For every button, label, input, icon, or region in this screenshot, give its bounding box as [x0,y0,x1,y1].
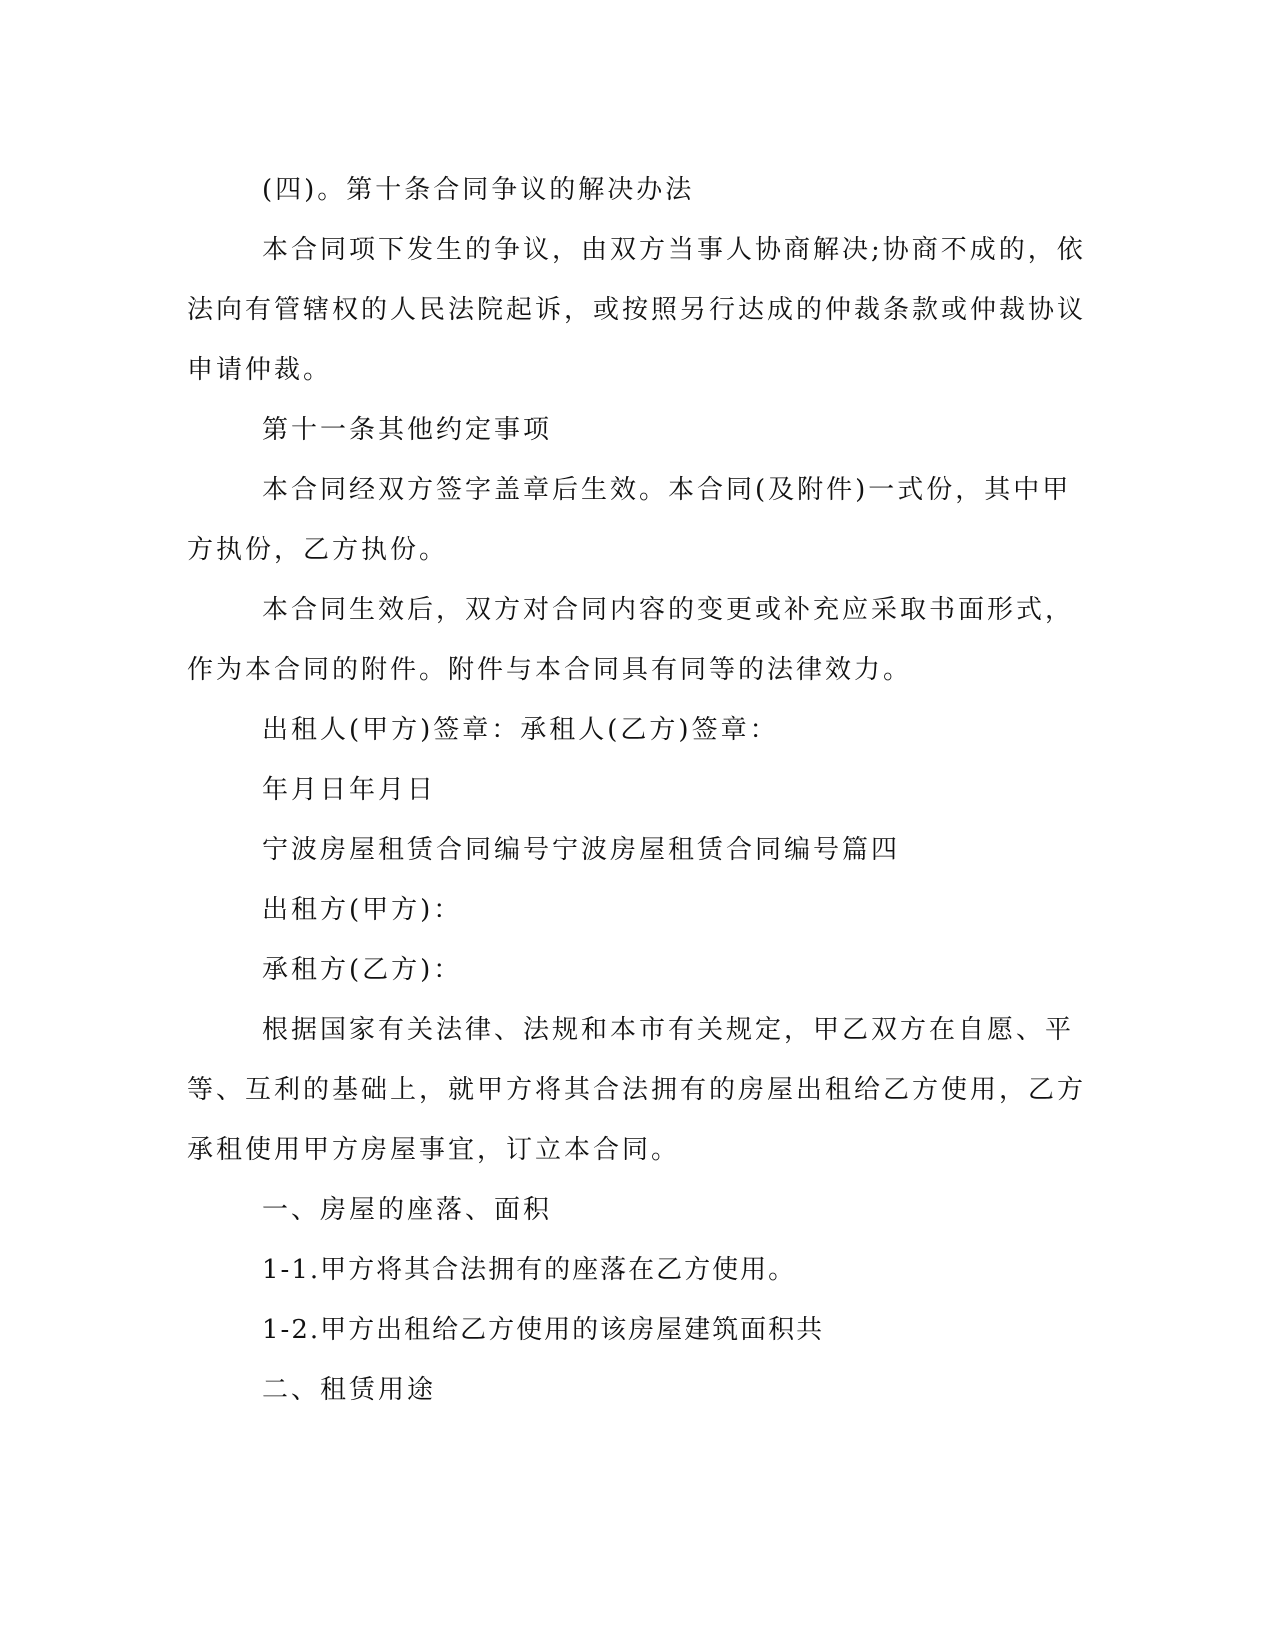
lessee-line: 承租方(乙方)： [262,955,463,985]
section-heading-lease-purpose: 二、租赁用途 [262,1375,437,1405]
clause-1-2: 1-2.甲方出租给乙方使用的该房屋建筑面积共 [262,1315,825,1345]
date-line: 年月日年月日 [262,775,437,805]
clause-1-1: 1-1.甲方将其合法拥有的座落在乙方使用。 [262,1255,797,1285]
paragraph-dispute-terms: 本合同项下发生的争议，由双方当事人协商解决;协商不成的，依法向有管辖权的人民法院起诉，或按照另行达成的仲裁条款或仲裁协议申请仲裁。 [187,235,1087,385]
paragraph-preamble: 根据国家有关法律、法规和本市有关规定，甲乙双方在自愿、平等、互利的基础上，就甲方将其合法拥有的房屋出租给乙方使用，乙方承租使用甲方房屋事宜，订立本合同。 [187,1015,1087,1165]
paragraph-effectiveness: 本合同经双方签字盖章后生效。本合同(及附件)一式份，其中甲方执份，乙方执份。 [187,475,1072,565]
document-body [187,160,1087,1420]
contract-title-part-four: 宁波房屋租赁合同编号宁波房屋租赁合同编号篇四 [262,835,901,865]
paragraph-amendments: 本合同生效后，双方对合同内容的变更或补充应采取书面形式，作为本合同的附件。附件与本合同具有同等的法律效力。 [187,595,1075,685]
signature-line: 出租人(甲方)签章：承租人(乙方)签章： [262,715,779,745]
section-heading-dispute-resolution: (四)。第十条合同争议的解决办法 [262,175,695,205]
section-heading-location-area: 一、房屋的座落、面积 [262,1195,553,1225]
section-heading-other-matters: 第十一条其他约定事项 [262,415,553,445]
lessor-line: 出租方(甲方)： [262,895,463,925]
